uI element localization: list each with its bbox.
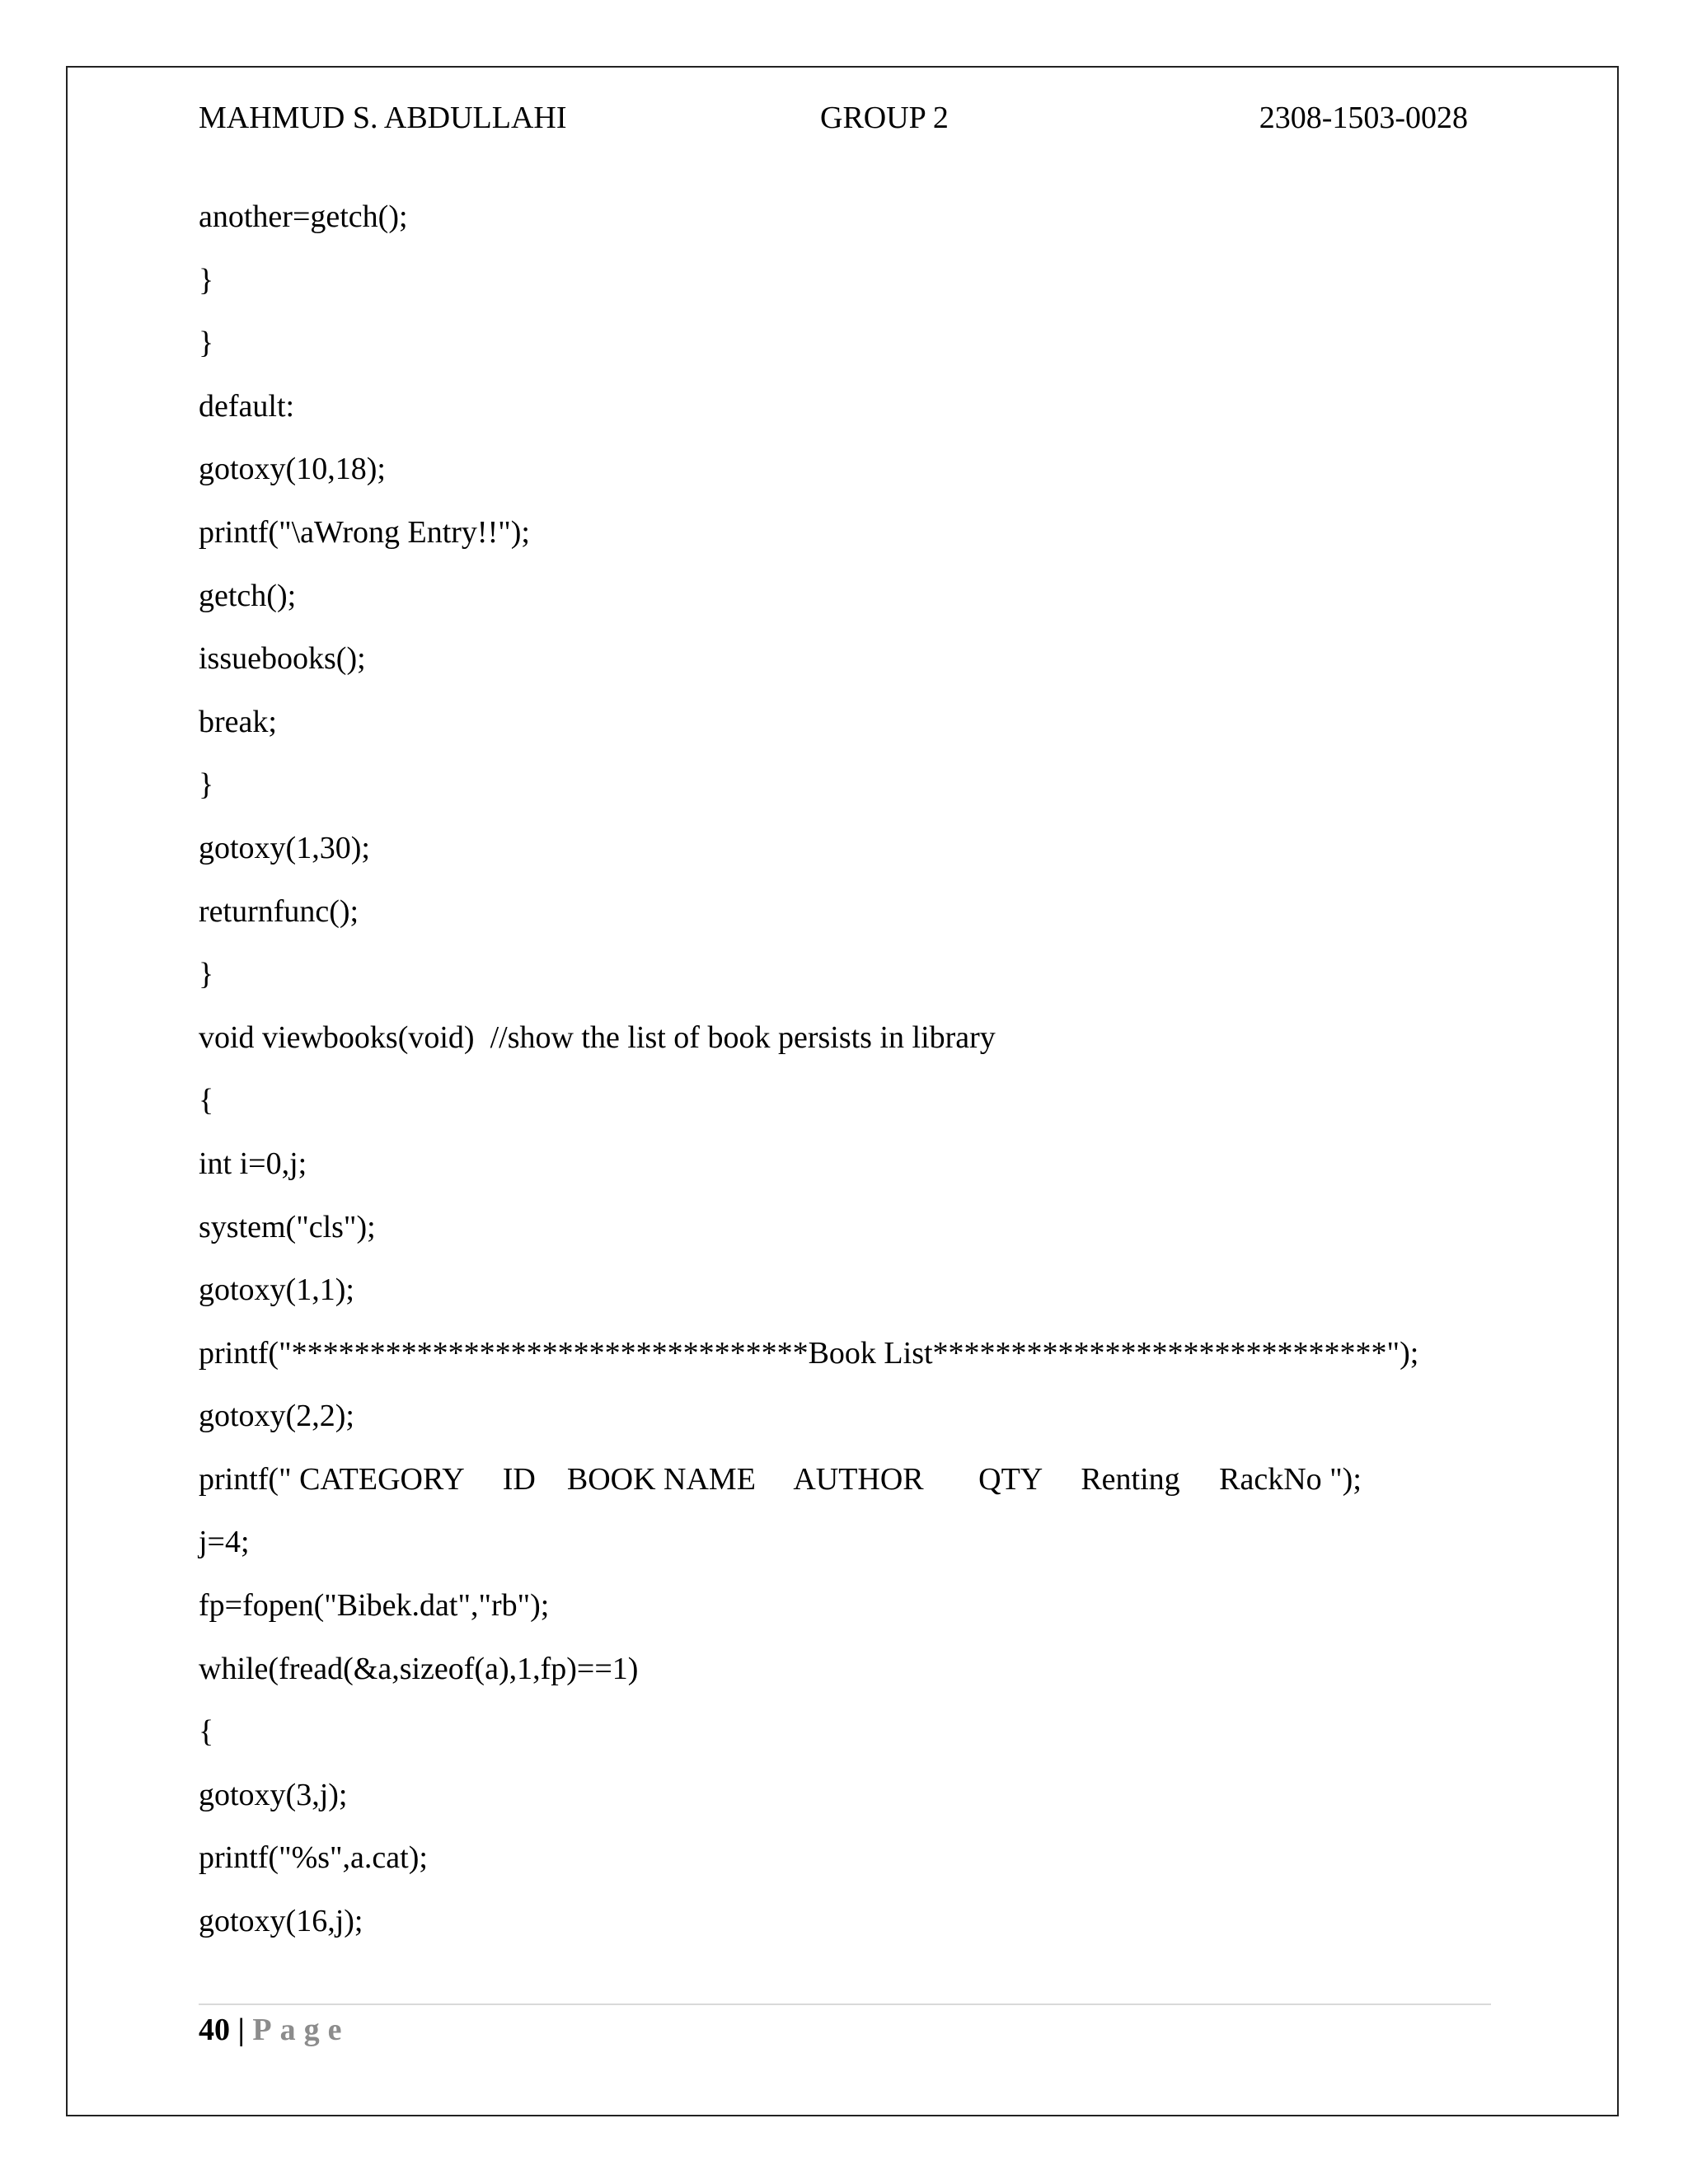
code-line: gotoxy(1,30); (199, 830, 370, 865)
page-number: 40 (199, 2013, 230, 2047)
code-line: gotoxy(10,18); (199, 452, 386, 487)
code-line: } (199, 326, 214, 361)
code-line: printf("\aWrong Entry!!"); (199, 514, 530, 550)
code-line: getch(); (199, 578, 297, 613)
code-line: { (199, 1714, 214, 1750)
code-line: while(fread(&a,sizeof(a),1,fp)==1) (199, 1651, 639, 1686)
code-line: returnfunc(); (199, 893, 359, 929)
code-line: printf(" CATEGORY ID BOOK NAME AUTHOR QTY Renting RackNo "); (199, 1461, 1362, 1497)
header-author-name: MAHMUD S. ABDULLAHI (199, 101, 567, 135)
code-line: void viewbooks(void) //show the list of book persists in library (199, 1019, 996, 1055)
page-header (199, 97, 1468, 138)
code-line: issuebooks(); (199, 641, 366, 677)
code-line: printf("*********************************Book List*****************************"); (199, 1335, 1419, 1371)
page-label: Page (252, 2013, 350, 2047)
header-group: GROUP 2 (820, 101, 949, 135)
code-line: int i=0,j; (199, 1146, 307, 1181)
footer-separator: | (230, 2013, 253, 2047)
code-line: j=4; (199, 1525, 250, 1560)
code-line: gotoxy(1,1); (199, 1272, 354, 1308)
code-line: default: (199, 388, 295, 424)
footer-divider (199, 2004, 1491, 2005)
code-line: another=getch(); (199, 199, 408, 234)
code-line: { (199, 1083, 214, 1118)
code-line: gotoxy(3,j); (199, 1777, 348, 1812)
header-student-id: 2308-1503-0028 (1259, 101, 1468, 135)
code-line: } (199, 957, 214, 992)
code-line: system("cls"); (199, 1209, 376, 1244)
code-line: printf("%s",a.cat); (199, 1840, 428, 1876)
code-line: gotoxy(16,j); (199, 1904, 363, 1939)
code-line: fp=fopen("Bibek.dat","rb"); (199, 1588, 550, 1624)
code-listing (199, 194, 1517, 1962)
code-line: gotoxy(2,2); (199, 1399, 354, 1434)
code-line: } (199, 262, 214, 298)
page-footer (199, 2008, 349, 2052)
code-line: break; (199, 704, 277, 739)
code-line: } (199, 767, 214, 803)
